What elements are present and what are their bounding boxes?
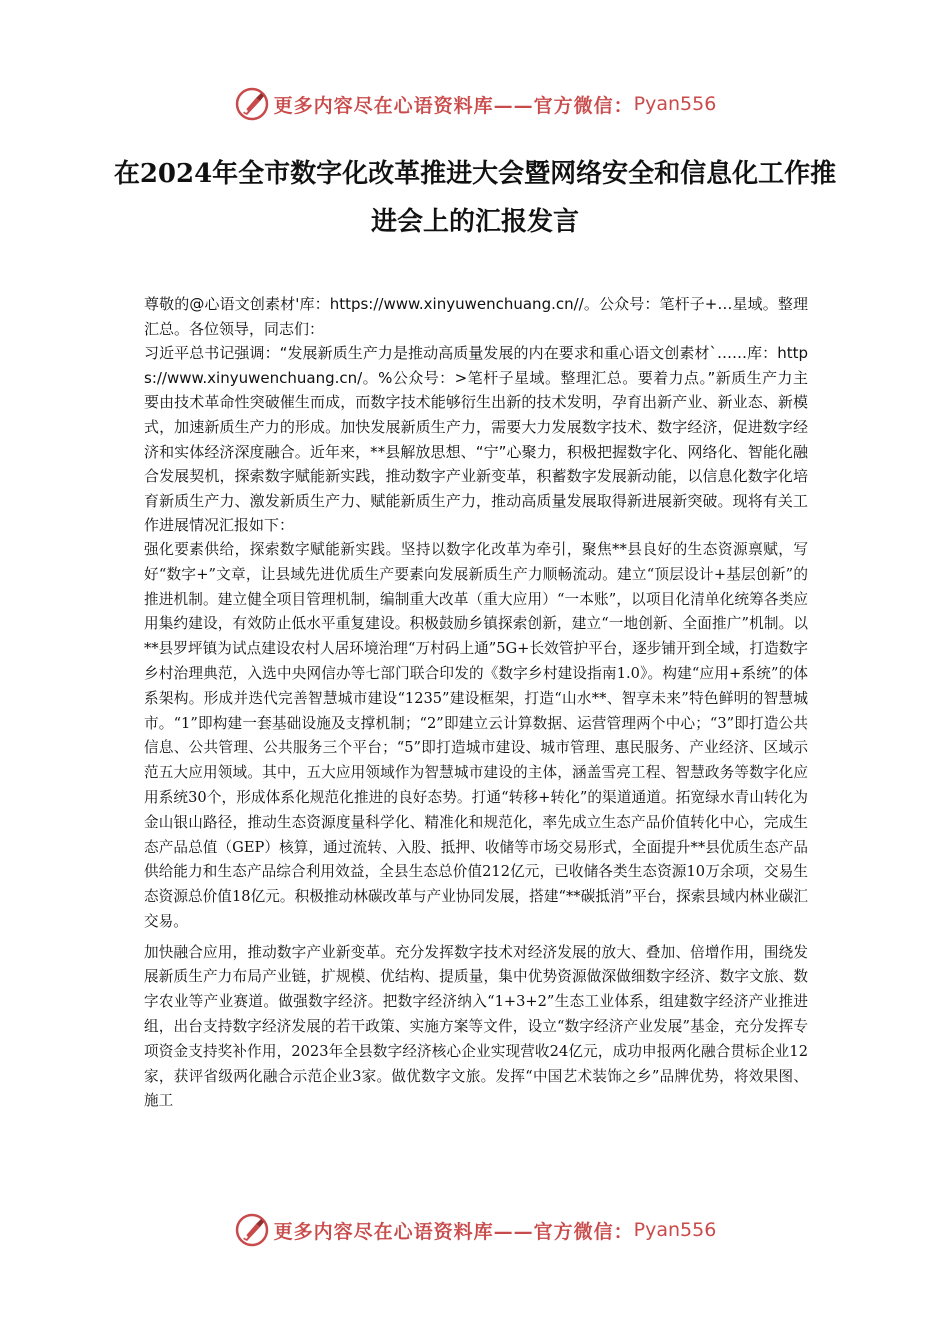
pen-nib-icon xyxy=(234,1212,270,1248)
pen-nib-icon xyxy=(234,86,270,122)
header-watermark-banner xyxy=(0,84,950,124)
intro-paragraph: 习近平总书记强调：“发展新质生产力是推动高质量发展的内在要求和重心语文创素材`……库：https://www.xinyuwenchuang.cn/。%公众号：>笔杆子星域。整理汇总。要着力点。”新质生产力主要由技术革命性突破催生而成，而数字技术能够衍生出新的技术发明，孕育出新产业、新业态、新模式，加速新质生产力的形成。加快发展新质生产力，需要大力发展数字技术、数字经济，促进数字经济和实体经济深度融合。近年来，**县解放思想、“宁”心聚力，积极把握数字化、网络化、智能化融合发展契机，探索数字赋能新实践，推动数字产业新变革，积蓄数字发展新动能，以信息化数字化培育新质生产力、激发新质生产力、赋能新质生产力，推动高质量发展取得新进展新突破。现将有关工作进展情况汇报如下： xyxy=(144,344,808,535)
banner-wechat-handle: Pyan556 xyxy=(633,1219,717,1241)
banner-text: 更多内容尽在心语资料库——官方微信： xyxy=(273,1220,634,1243)
banner-text: 更多内容尽在心语资料库——官方微信： xyxy=(273,94,634,117)
document-body xyxy=(144,292,808,1114)
section-paragraph-digital-industry: 加快融合应用，推动数字产业新变革。充分发挥数字技术对经济发展的放大、叠加、倍增作用，围绕发展新质生产力布局产业链，扩规模、优结构、提质量，集中优势资源做深做细数字经济、数字文旅、数字农业等产业赛道。做强数字经济。把数字经济纳入“1+3+2”生态工业体系，组建数字经济产业推进组，出台支持数字经济发展的若干政策、实施方案等文件，设立“数字经济产业发展”基金，充分发挥专项资金支持奖补作用，2023年全县数字经济核心企业实现营收24亿元，成功申报两化融合贯标企业12家，获评省级两化融合示范企业3家。做优数字文旅。发挥“中国艺术装饰之乡”品牌优势，将效果图、施工 xyxy=(144,943,808,1110)
greeting-paragraph: 尊敬的@心语文创素材'库：https://www.xinyuwenchuang.cn//。公众号：笔杆子+…星域。整理汇总。各位领导，同志们： xyxy=(144,295,808,338)
document-title: 在2024年全市数字化改革推进大会暨网络安全和信息化工作推进会上的汇报发言 xyxy=(113,159,837,237)
section-paragraph-data-empowerment: 强化要素供给，探索数字赋能新实践。坚持以数字化改革为牵引，聚焦**县良好的生态资源禀赋，写好“数字+”文章，让县域先进优质生产要素向发展新质生产力顺畅流动。建立“顶层设计+基层创新”的推进机制。建立健全项目管理机制，编制重大改革（重大应用）“一本账”，以项目化清单化统筹各类应用集约建设，有效防止低水平重复建设。积极鼓励乡镇探索创新，建立“一地创新、全面推广”机制。以**县罗坪镇为试点建设农村人居环境治理“万村码上通”5G+长效管护平台，逐步铺开到全域，打造数字乡村治理典范，入选中央网信办等七部门联合印发的《数字乡村建设指南1.0》。构建“应用+系统”的体系架构。形成并迭代完善智慧城市建设“1235”建设框架，打造“山水**、智享未来”特色鲜明的智慧城市。“1”即构建一套基础设施及支撑机制；“2”即建立云计算数据、运营管理两个中心；“3”即打造公共信息、公共管理、公共服务三个平台；“5”即打造城市建设、城市管理、惠民服务、产业经济、区域示范五大应用领域。其中，五大应用领域作为智慧城市建设的主体，涵盖雪亮工程、智慧政务等数字化应用系统30个，形成体系化规范化推进的良好态势。打通“转移+转化”的渠道通道。拓宽绿水青山转化为金山银山路径，推动生态资源度量科学化、精准化和规范化，率先成立生态产品价值转化中心，完成生态产品总值（GEP）核算，通过流转、入股、抵押、收储等市场交易形式，全面提升**县优质生态产品供给能力和生态产品综合利用效益，全县生态总价值212亿元，已收储各类生态资源10万余项，交易生态资源总价值18亿元。积极推动林碳改革与产业协同发展，搭建“**碳抵消”平台，探索县域内林业碳汇交易。 xyxy=(144,540,808,930)
footer-watermark-banner xyxy=(0,1210,950,1250)
banner-wechat-handle: Pyan556 xyxy=(633,93,717,115)
